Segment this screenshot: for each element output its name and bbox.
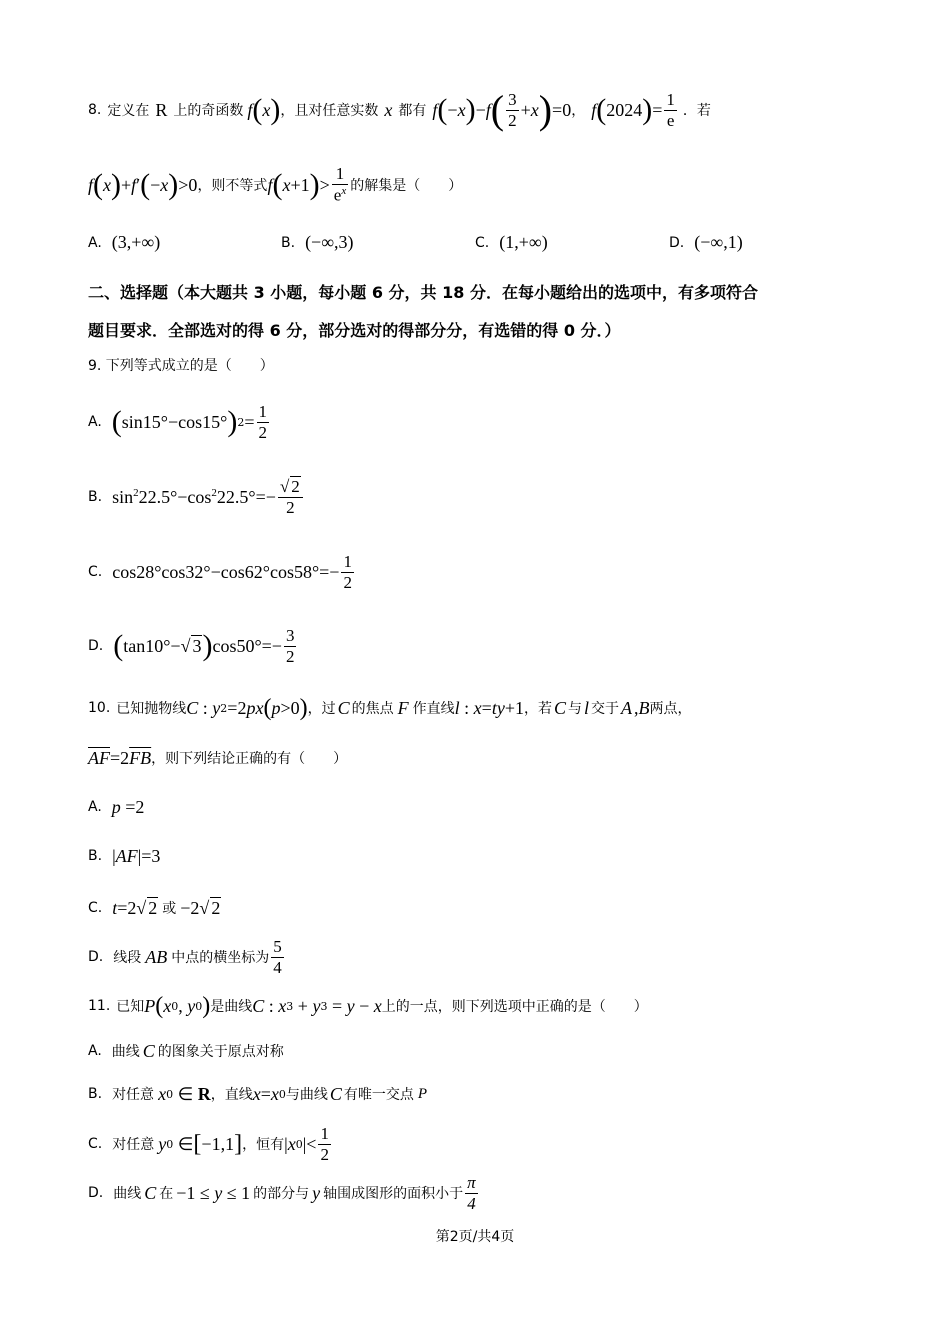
q11-option-a[interactable]: A. 曲线 C 的图象关于原点对称 [88,1040,284,1061]
q8-line1: 8. 定义在 R 上的奇函数 f ( x ) ，且对任意实数 x 都有 f ( − x ) − f ( $\frac{3}{2}$ + x ) =0 ， f ( 2024 ) = $\frac{1}{e}$ ．若 [88,87,711,132]
q10-option-a[interactable]: A. p =2 [88,796,145,817]
section2-heading-line1: 二、选择题（本大题共 3 小题，每小题 6 分，共 18 分．在每小题给出的选项中，有多项符合 [88,283,758,302]
q11-option-d[interactable]: D. 曲线 C 在 −1 ≤ y ≤ 1 的部分与 y 轴围成图形的面积小于 $\frac{\pi}{4}$ [88,1172,476,1213]
q11-option-c[interactable]: C. 对任意 y 0 ∈ [ −1,1 ] ，恒有 | x 0 |< $\frac{1}{2}$ [88,1123,329,1164]
q9-option-d[interactable]: D. ( tan10°−√ 3 ) cos50°=− $\frac{3}{2}$ [88,625,295,666]
q10-line1: 10. 已知抛物线 C : y 2 =2 px ( p >0 ) ，过 C 的焦点 F 作直线 l : x = ty +1 ，若 C 与 l 交于 A , B 两点， [88,695,692,721]
q11-option-b[interactable]: B. 对任意 x 0 ∈ R ，直线 x = x 0 与曲线 C 有唯一交点 P [88,1083,428,1104]
math-f2024: f [591,99,597,120]
math-condition: f [88,174,94,195]
q9-option-c[interactable]: C. cos28°cos32°−cos62°cos58°=− $\frac{1}{2}$ [88,551,352,592]
q8-line2: f ( x ) + f ′ ( − x ) >0 ，则不等式 f ( x +1 ) > $\frac{1}{e^x}$ 的解集是（ ） [88,164,463,205]
q8-options [88,232,888,262]
q8-option-d[interactable]: D. (−∞,1) [669,232,743,252]
q8-number: 8. [88,102,102,118]
q8-option-c[interactable]: C. (1,+∞) [475,232,548,252]
q9-option-a[interactable]: A. ( sin15°−cos15° ) 2 = $\frac{1}{2}$ [88,401,267,442]
math-fx: f [247,99,253,120]
q9-stem: 9. 下列等式成立的是（ ） [88,358,274,374]
q8-option-a[interactable]: A. (3,+∞) [88,232,161,252]
q10-option-b[interactable]: B. | AF |=3 [88,845,161,866]
math-functional-eq: f [432,99,438,120]
q10-option-c[interactable]: C. t =2√ 2 或 −2√ 2 [88,897,221,918]
q9-option-b[interactable]: B. $\sin^222.5^\circ-\cos^222.5^\circ=-$ $\frac{√ 2}{2}$ [88,472,880,522]
q10-line2: $\overline{AF}$ =2 $\overline{FB}$ ，则下列结论正确的有（ ） [88,747,348,768]
section2-heading-line2: 题目要求．全部选对的得 6 分，部分选对的得部分分，有选错的得 0 分．） [88,321,621,340]
q8-option-b[interactable]: B. (−∞,3) [281,232,354,252]
math-inequality: f [267,174,273,195]
q10-option-d[interactable]: D. 线段 AB 中点的横坐标为 $\frac{5}{4}$ [88,936,282,977]
q11-stem: 11. 已知 P ( x 0 , y 0 ) 是曲线 C : x 3 + y 3 = y − x 上的一点，则下列选项中正确的是（ ） [88,993,648,1019]
page-footer: 第2页/共4页 [435,1229,515,1245]
